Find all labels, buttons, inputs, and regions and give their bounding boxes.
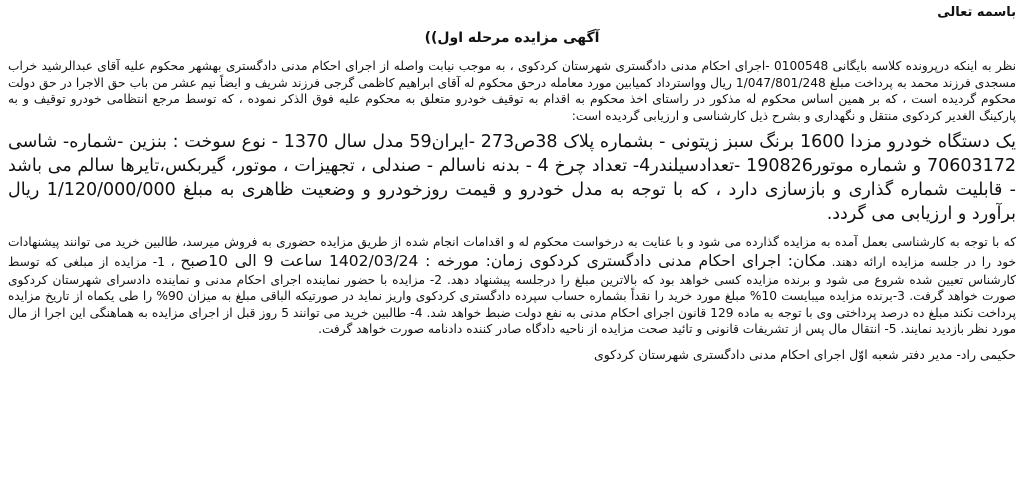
signature-line: حکیمی راد- مدیر دفتر شعبه اوّل اجرای احکام مدنی دادگستری شهرستان کردکوی [593, 346, 1016, 362]
auction-terms-intro: که با توجه به کارشناسی بعمل آمده به مزایده گذارده می شود و با عنایت به درخواست محکوم له و اقدامات انجام شده از طریق مزایده حضوری به فروش میرسد، طالبین خرید می توانند پیشنهادات خود را در جلسه مزایده ارائه دهند. [8, 235, 1017, 269]
auction-place-time: مکان: اجرای احکام مدنی دادگستری کردکوی زمان: مورخه : 1402/03/24 ساعت 9 الی 10صبح [180, 251, 826, 270]
auction-conditions: ، 1- مزایده از مبلغی که توسط کارشناس تعیین شده شروع می شود و برنده مزایده کسی خواهد بود که بالاترین مبلغ را درجلسه پیشنهاد دهد. 2- مزایده با حضور نماینده اجرای احکام مدنی و نماینده دادسرای شهرستان کردکوی صورت خواهد گرفت. 3-برنده مزایده میبایست 10% مبلغ مورد خرید را نقداً بشماره حساب سپرده دادگستری کردکوی واریز نماید در صورتیکه الباقی مبلغ به میزان 90% را طی یکماه از تاریخ مزایده پرداخت نکند مبلغ ده درصد پرداختی وی با توجه به ماده 129 قانون اجرای احکام مدنی به نفع دولت ضبط خواهد شد. 4- طالبین خرید می توانند 5 روز قبل از اجرای مزایده به هماهنگی این اجرا از مال مورد نظر بازدید نمایند. 5- انتقال مال پس از تشریفات قانونی و تائید صحت مزایده از ناحیه دادگاه صادر کننده دادنامه صورت خواهد گرفت. [8, 254, 1016, 336]
notice-title: آگهی مزایده مرحله اول)) [424, 30, 600, 46]
header-basmala: باسمه تعالی [937, 5, 1016, 20]
auction-terms-paragraph [8, 234, 1016, 338]
vehicle-description-paragraph: یک دستگاه خودرو مزدا 1600 برنگ سبز زیتونی - بشماره پلاک 38ص273 -ایران59 مدل سال 1370 - نوع سوخت : بنزین -شماره- شاسی 70603172 و شماره موتور190826 -تعدادسیلندر4- تعداد چرخ 4 - بدنه ناسالم - صندلی ، تجهیزات ، موتور، گیربکس،تایرها سالم می باشد - قابلیت شماره گذاری و بازسازی دارد ، که با توجه به مدل خودرو و قیمت روزخودرو و وضعیت ظاهری به مبلغ 1/120/000/000 ریال برآورد و ارزیابی می گردد. [8, 132, 1017, 224]
intro-paragraph: نظر به اینکه درپرونده کلاسه بایگانی 0100548 -اجرای احکام مدنی دادگستری شهرستان کردکوی ، به موجب نیابت واصله از اجرای احکام مدنی دادگستری بهشهر محکوم علیه آقای عبدالرشید خراب مسجدی فرزند محمد به پرداخت مبلغ 1/047/801/248 ریال وواسترداد کمیابین مورد معامله درحق محکوم له آقای ابراهیم کاظمی گرجی فرزند شریف و ایضاً نیم عشر من باب حق الاجرا در حق دولت محکوم گردیده است ، که بر همین اساس محکوم له مذکور در راستای اخذ محکوم به اقدام به توقیف خودرو متعلق به محکوم علیه فوق الذکر نموده ، که توسط مرجع انتظامی خودرو توقیف و به پارکینگ الغدیر کردکوی منتقل و نگهداری و بشرح ذیل کارشناسی و ارزیابی گردیده است: [8, 59, 1016, 123]
